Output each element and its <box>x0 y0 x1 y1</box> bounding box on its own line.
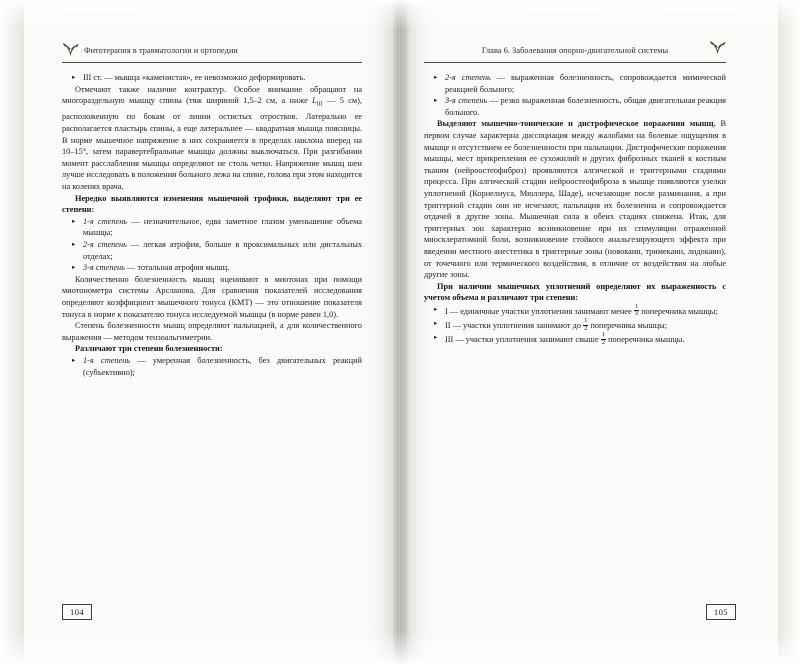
left-list-2 <box>62 216 362 274</box>
left-page-number: 104 <box>62 604 92 620</box>
right-list-2 <box>424 304 726 347</box>
left-page-edge <box>0 0 24 664</box>
list-item: ▸ 3-я степень — тотальная атрофия мышц. <box>62 262 362 274</box>
list-item: ▸ III ст. — мышца «каменистая», ее невозможно деформировать. <box>62 72 362 84</box>
left-paragraph-1: Отмечают также наличие контрактур. Особое внимание обращают на многораздельную мышцу спины (тяж шириной 1,5–2 см, а ниже $L_{III}$ — 5 см), расположенную по бокам от линии остистых отростков. Латерально ее располагается пластырь спины, а еще латеральнее — квадратная мышца поясницы. В норме мышечное напряжение в них сохраняется в пределах наклона вперед на 10–15°, затем паравертебральные мышцы должны выключаться. При разгибании момент расслабления мышцы определяют не столь четко. Напряжение мышц шеи лучше исследовать в положении больного лежа на спине, голова при этом находится на коленях врача. <box>62 84 362 191</box>
left-running-head-text: Фитотерапия в травматологии и ортопедии <box>84 45 238 55</box>
right-bold-lead-1: При наличии мышечных уплотнений определяют их выраженность с учетом объема и различают три степени: <box>424 281 726 303</box>
fraction-one-half: $\frac{1}{2}$ <box>601 331 606 346</box>
list-item: ▸ II — участки уплотнения занимают до $\frac{1}{2}$ поперечника мышцы; <box>424 318 726 332</box>
right-list-1 <box>424 72 726 118</box>
list-item: ▸ III — участки уплотнения занимают свыше $\frac{1}{2}$ поперечника мышцы. <box>424 332 726 346</box>
left-running-head <box>62 42 362 63</box>
right-running-head-text: Глава 6. Заболевания опорно-двигательной системы <box>481 45 669 55</box>
left-page-content <box>62 42 362 378</box>
right-paragraph-1-lead: Выделяют мышечно-тонические и дистрофическое поражения мышц. <box>437 119 716 129</box>
right-paragraph-1-rest: В первом случае характерна диссоциация между жалобами на болевые ощущения в мышце и отсутствием ее болезненности при пальпации. Дистрофические поражения мышцы, мест прикрепления ее сухожилий и других фиброзных тканей к костным тканям (нейроостеофиброз) проявляются алгической и триггерными стадиями процесса. При алгической стадии нейроостеофиброза в мышце появляются узелки уплотнений (Корнелиуса, Мюллера, Шаде), исчезающие после разминания, а при триггерной стадии они не исчезают, пальпация их болезненна и сопровождается отдачей в другие зоны. Мышечная сила в обеих стадиях снижена. Итак, для триггерных зон характерно возникновение при их стимуляции отраженной миосклератомной боли, возникновение стойкого анальгезирующего эффекта при введении местного анестетика в триггерные зоны (новокаин, тримекаин, лидокаин), от точечного или термического воздействия, в отличие от воздействия на любые другие зоны. <box>424 119 727 280</box>
left-paragraph-2: Количественно болезненность мышц оценивают в миотонах при помощи миотонометра системы Арсланова. Для сравнения показателей исследования определяют коэффициент мышечного тонуса (КМТ) — это отношение показателя тонуса в норме к показателю тонуса исследуемой мышцы (в норме равен 1,0). <box>62 274 362 319</box>
right-page-number: 105 <box>706 604 736 620</box>
fraction-one-half: $\frac{1}{2}$ <box>584 317 588 332</box>
left-paragraph-3: Степень болезненности мышц определяют пальпацией, а для количественного выражения — методом тензоальгиметрии. <box>62 321 362 342</box>
left-bold-lead-2: Различают три степени болезненности: <box>75 344 223 354</box>
leaf-ornament-icon <box>709 41 726 55</box>
list-item: ▸ 1-я степень — умеренная болезненность, без двигательных реакций (субъективно); <box>62 355 362 378</box>
left-bold-lead-1: Нередко выявляются изменения мышечной трофики, выделяют три ее степени: <box>62 193 362 215</box>
list-item: ▸ 2-я степень — легкая атрофия, больше в проксимальных или дистальных отделах; <box>62 239 362 262</box>
list-item: ▸ 1-я степень — незначительное, едва заметное глазом уменьшение объема мышцы; <box>62 216 362 239</box>
left-list-3 <box>62 355 362 378</box>
leaf-ornament-icon <box>62 43 79 57</box>
right-paragraph-1 <box>424 118 726 280</box>
list-item: ▸ I — единичные участки уплотнения занимают менее $\frac{1}{3}$ поперечника мышцы; <box>424 304 726 318</box>
left-list-1 <box>62 72 362 84</box>
list-item: ▸ 2-я степень — выраженная болезненность, сопровождается мимической реакцией больного; <box>424 72 726 95</box>
right-running-head <box>424 42 726 63</box>
right-page-edge <box>778 0 800 664</box>
list-item: ▸ 3-я степень — резко выраженная болезненность, общая двигательная реакция больного. <box>424 95 726 118</box>
right-page-content <box>424 42 726 346</box>
fraction-one-third: $\frac{1}{3}$ <box>634 302 639 318</box>
